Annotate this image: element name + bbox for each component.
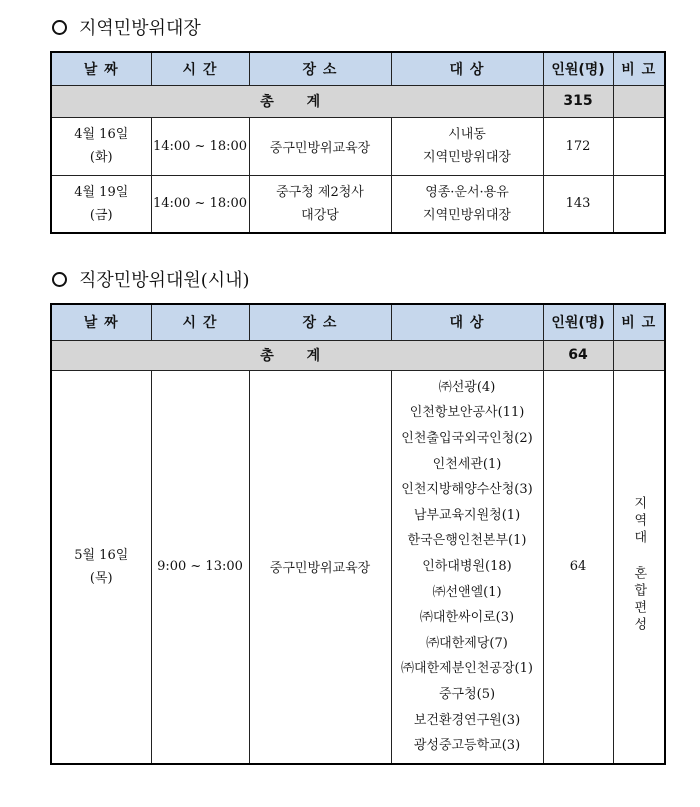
list-item: 인천출입국외국인청(2) xyxy=(401,430,533,446)
date-cell xyxy=(51,175,151,233)
header-time: 시 간 xyxy=(151,304,249,340)
target-line: 시내동 xyxy=(448,127,486,142)
target-line: 지역민방위대장 xyxy=(423,150,511,165)
header-note: 비 고 xyxy=(613,304,665,340)
list-item: ㈜대한싸이로(3) xyxy=(419,610,515,626)
place-line: 중구청 제2청사 xyxy=(276,184,364,200)
target-list-cell xyxy=(391,370,543,764)
note-cell xyxy=(613,117,665,175)
header-target: 대 상 xyxy=(391,304,543,340)
total-label: 총 계 xyxy=(51,340,543,370)
total-note xyxy=(613,85,665,117)
target-line: 지역민방위대장 xyxy=(423,207,511,223)
header-count: 인원(명) xyxy=(543,304,613,340)
target-line: 영종·운서·용유 xyxy=(425,184,509,200)
circle-bullet-icon xyxy=(52,272,67,287)
list-item: 인천항보안공사(11) xyxy=(409,405,525,421)
list-item: 남부교육지원청(1) xyxy=(413,507,521,523)
total-value: 315 xyxy=(543,85,613,117)
section1-header-row xyxy=(51,52,665,85)
date-cell xyxy=(51,117,151,175)
header-count: 인원(명) xyxy=(543,52,613,85)
list-item: 인천세관(1) xyxy=(432,456,502,472)
section1-table xyxy=(50,51,666,234)
header-time: 시 간 xyxy=(151,52,249,85)
section1-total-row xyxy=(51,85,665,117)
list-item: 한국은행인천본부(1) xyxy=(407,533,527,549)
list-item: ㈜대한제당(7) xyxy=(426,635,508,651)
section1-title: 지역민방위대장 xyxy=(79,18,201,39)
table-row xyxy=(51,117,665,175)
section2-header-row xyxy=(51,304,665,340)
table-row xyxy=(51,175,665,233)
place-cell: 중구민방위교육장 xyxy=(249,370,391,764)
header-note: 비 고 xyxy=(613,52,665,85)
header-place: 장 소 xyxy=(249,304,391,340)
header-target: 대 상 xyxy=(391,52,543,85)
place-cell: 중구민방위교육장 xyxy=(249,117,391,175)
date-line: 4월 16일 xyxy=(74,127,129,142)
list-item: 인천지방해양수산청(3) xyxy=(401,482,533,498)
count-cell: 172 xyxy=(543,117,613,175)
list-item: ㈜대한제분인천공장(1) xyxy=(401,661,533,677)
place-line: 대강당 xyxy=(301,207,339,223)
list-item: 광성중고등학교(3) xyxy=(413,738,521,754)
section2-heading xyxy=(52,266,250,292)
total-label: 총 계 xyxy=(51,85,543,117)
note-cell xyxy=(613,175,665,233)
list-item: 인하대병원(18) xyxy=(422,558,512,574)
list-item: 중구청(5) xyxy=(438,686,496,702)
time-cell: 14:00 ~ 18:00 xyxy=(151,175,249,233)
header-date: 날 짜 xyxy=(51,52,151,85)
note-text: 지역대 혼합편성 xyxy=(631,495,647,634)
circle-bullet-icon xyxy=(52,20,67,35)
target-cell xyxy=(391,117,543,175)
table-row xyxy=(51,370,665,764)
header-date: 날 짜 xyxy=(51,304,151,340)
count-cell: 143 xyxy=(543,175,613,233)
time-cell: 9:00 ~ 13:00 xyxy=(151,370,249,764)
section2-title: 직장민방위대원(시내) xyxy=(79,270,250,291)
list-item: ㈜선앤엘(1) xyxy=(432,584,502,600)
target-cell xyxy=(391,175,543,233)
count-cell: 64 xyxy=(543,370,613,764)
weekday-line: (금) xyxy=(89,207,113,223)
time-cell: 14:00 ~ 18:00 xyxy=(151,117,249,175)
date-cell xyxy=(51,370,151,764)
header-place: 장 소 xyxy=(249,52,391,85)
section2-table xyxy=(50,303,666,765)
date-line: 4월 19일 xyxy=(74,184,129,200)
note-cell xyxy=(613,370,665,764)
total-value: 64 xyxy=(543,340,613,370)
date-line: 5월 16일 xyxy=(74,547,129,563)
list-item: ㈜선광(4) xyxy=(438,379,496,395)
total-note xyxy=(613,340,665,370)
list-item: 보건환경연구원(3) xyxy=(413,712,521,728)
section1-heading xyxy=(52,14,201,40)
place-cell xyxy=(249,175,391,233)
weekday-line: (목) xyxy=(89,570,113,586)
section2-total-row xyxy=(51,340,665,370)
weekday-line: (화) xyxy=(89,150,113,165)
